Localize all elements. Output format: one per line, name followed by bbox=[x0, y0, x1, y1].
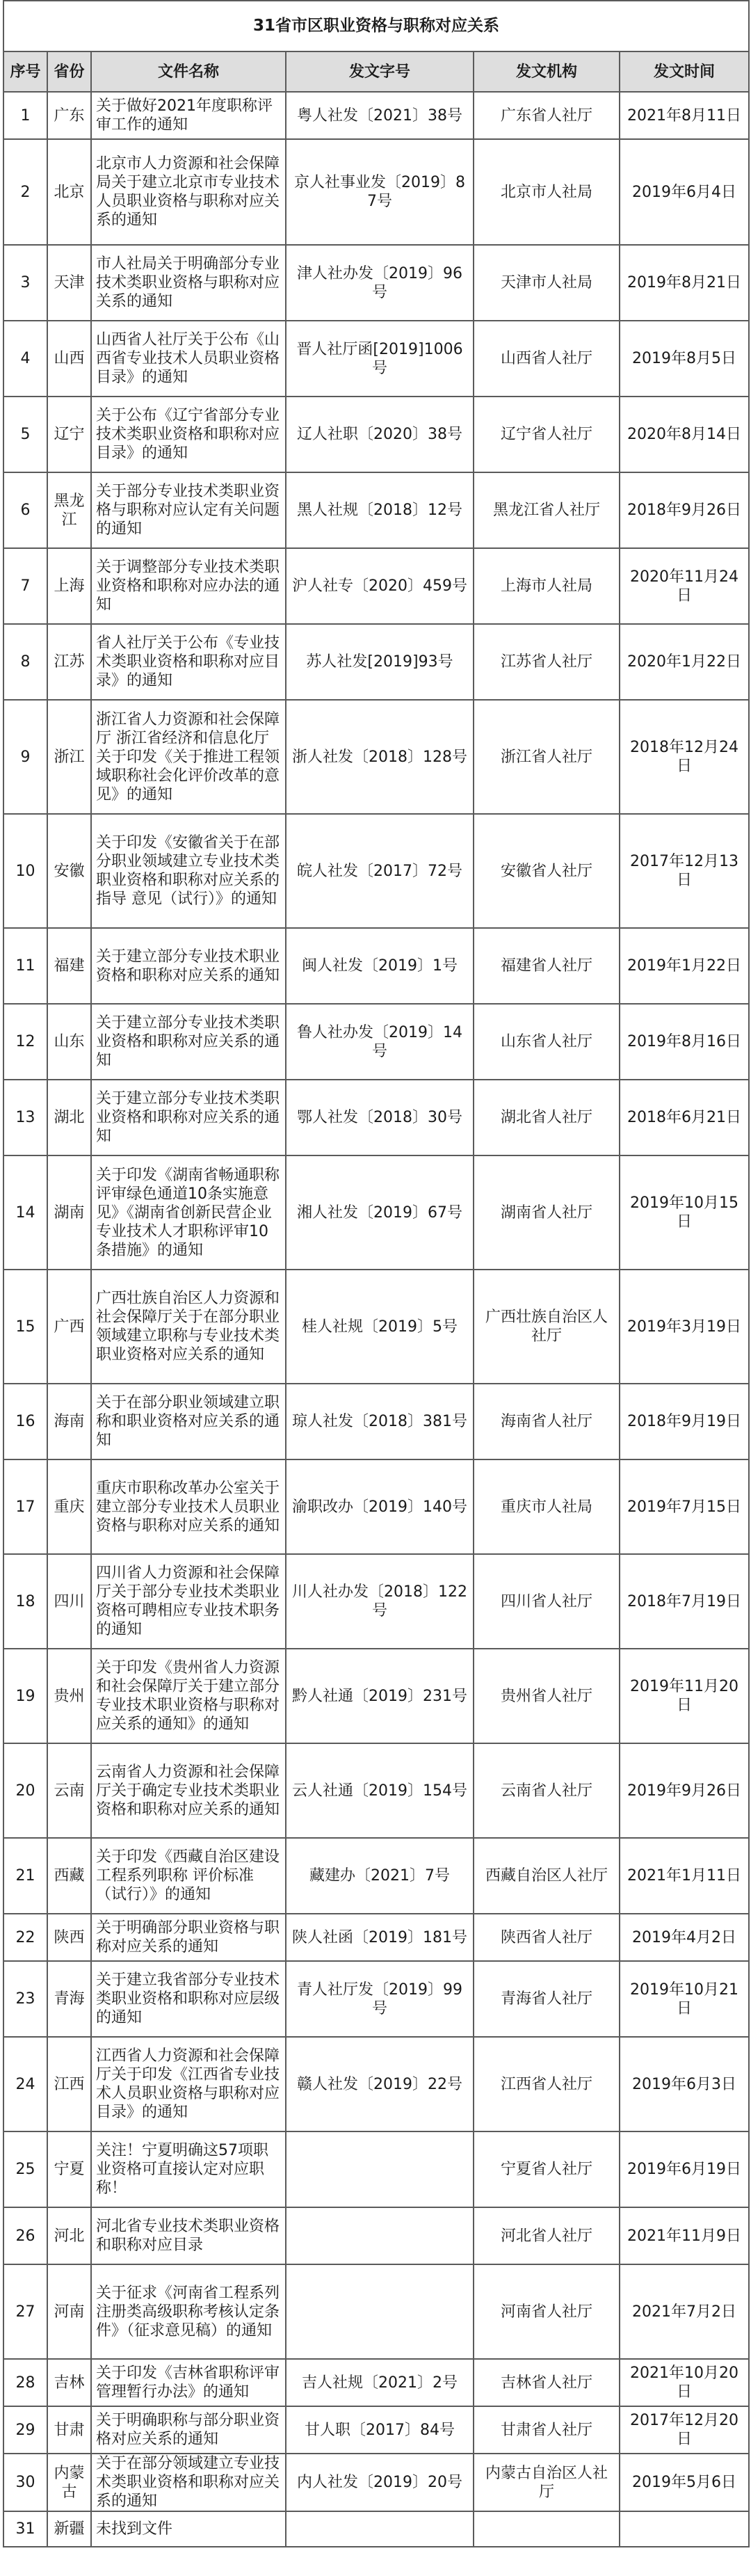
cell-doc-no: 鲁人社办发〔2019〕14号 bbox=[286, 1004, 474, 1080]
cell-no: 29 bbox=[3, 2406, 47, 2454]
table-row bbox=[3, 1649, 749, 1743]
cell-no: 28 bbox=[3, 2359, 47, 2406]
table-row bbox=[3, 2454, 749, 2511]
table-row bbox=[3, 1459, 749, 1554]
cell-org: 内蒙古自治区人社厅 bbox=[474, 2454, 620, 2511]
cell-name: 云南省人力资源和社会保障厅关于确定专业技术类职业资格和职称对应关系的通知 bbox=[91, 1743, 286, 1838]
cell-name: 关于印发《贵州省人力资源和社会保障厅关于建立部分专业技术职业资格与职称对应关系的通知》的通知 bbox=[91, 1649, 286, 1743]
table-row bbox=[3, 1961, 749, 2037]
cell-name: 河北省专业技术类职业资格和职称对应目录 bbox=[91, 2207, 286, 2264]
cell-date: 2019年6月4日 bbox=[620, 139, 749, 245]
cell-doc-no: 赣人社发〔2019〕22号 bbox=[286, 2037, 474, 2131]
cell-date: 2021年11月9日 bbox=[620, 2207, 749, 2264]
cell-name: 关于做好2021年度职称评审工作的通知 bbox=[91, 92, 286, 139]
cell-no: 22 bbox=[3, 1914, 47, 1961]
cell-no: 23 bbox=[3, 1961, 47, 2037]
cell-date: 2019年6月19日 bbox=[620, 2131, 749, 2207]
cell-name: 关于印发《西藏自治区建设工程系列职称 评价标准（试行）》的通知 bbox=[91, 1838, 286, 1914]
cell-name: 广西壮族自治区人力资源和社会保障厅关于在部分职业领域建立职称与专业技术类职业资格对应关系的通知 bbox=[91, 1270, 286, 1384]
cell-name: 重庆市职称改革办公室关于建立部分专业技术人员职业资格与职称对应关系的通知 bbox=[91, 1459, 286, 1554]
cell-doc-no: 藏建办〔2021〕7号 bbox=[286, 1838, 474, 1914]
cell-org: 重庆市人社局 bbox=[474, 1459, 620, 1554]
cell-doc-no: 桂人社规〔2019〕5号 bbox=[286, 1270, 474, 1384]
cell-province: 北京 bbox=[47, 139, 91, 245]
cell-no: 1 bbox=[3, 92, 47, 139]
cell-doc-no bbox=[286, 2131, 474, 2207]
table-row bbox=[3, 2207, 749, 2264]
cell-org: 上海市人社局 bbox=[474, 548, 620, 624]
cell-doc-no: 苏人社发[2019]93号 bbox=[286, 624, 474, 700]
cell-no: 11 bbox=[3, 928, 47, 1004]
cell-date: 2017年12月20日 bbox=[620, 2406, 749, 2454]
cell-org: 吉林省人社厅 bbox=[474, 2359, 620, 2406]
cell-name: 关于印发《湖南省畅通职称评审绿色通道10条实施意见》《湖南省创新民营企业专业技术人才职称评审10条措施》的通知 bbox=[91, 1155, 286, 1270]
header-doc-no: 发文字号 bbox=[286, 51, 474, 92]
cell-name: 未找到文件 bbox=[91, 2511, 286, 2547]
cell-org: 甘肃省人社厅 bbox=[474, 2406, 620, 2454]
cell-province: 贵州 bbox=[47, 1649, 91, 1743]
cell-no: 8 bbox=[3, 624, 47, 700]
table-row bbox=[3, 1384, 749, 1459]
cell-doc-no bbox=[286, 2264, 474, 2359]
cell-doc-no: 黔人社通〔2019〕231号 bbox=[286, 1649, 474, 1743]
cell-date: 2020年11月24日 bbox=[620, 548, 749, 624]
cell-date: 2018年9月26日 bbox=[620, 472, 749, 548]
cell-org: 北京市人社局 bbox=[474, 139, 620, 245]
cell-date: 2019年4月2日 bbox=[620, 1914, 749, 1961]
qualification-table bbox=[3, 0, 750, 2547]
cell-no: 2 bbox=[3, 139, 47, 245]
table-row bbox=[3, 2131, 749, 2207]
cell-no: 26 bbox=[3, 2207, 47, 2264]
cell-province: 内蒙古 bbox=[47, 2454, 91, 2511]
header-province: 省份 bbox=[47, 51, 91, 92]
cell-date: 2019年11月20日 bbox=[620, 1649, 749, 1743]
cell-org: 安徽省人社厅 bbox=[474, 814, 620, 928]
cell-date: 2021年8月11日 bbox=[620, 92, 749, 139]
cell-name: 关于印发《安徽省关于在部分职业领域建立专业技术类职业资格和职称对应关系的指导 意见（试行）》的通知 bbox=[91, 814, 286, 928]
cell-date: 2020年8月14日 bbox=[620, 397, 749, 472]
cell-province: 安徽 bbox=[47, 814, 91, 928]
cell-org: 黑龙江省人社厅 bbox=[474, 472, 620, 548]
cell-name: 关于调整部分专业技术类职业资格和职称对应办法的通知 bbox=[91, 548, 286, 624]
cell-org: 辽宁省人社厅 bbox=[474, 397, 620, 472]
cell-no: 31 bbox=[3, 2511, 47, 2547]
cell-province: 甘肃 bbox=[47, 2406, 91, 2454]
table-row bbox=[3, 2264, 749, 2359]
cell-no: 18 bbox=[3, 1554, 47, 1649]
cell-province: 上海 bbox=[47, 548, 91, 624]
cell-no: 25 bbox=[3, 2131, 47, 2207]
cell-org: 浙江省人社厅 bbox=[474, 700, 620, 814]
cell-name: 关于征求《河南省工程系列注册类高级职称考核认定条件》（征求意见稿）的通知 bbox=[91, 2264, 286, 2359]
cell-org: 云南省人社厅 bbox=[474, 1743, 620, 1838]
cell-no: 17 bbox=[3, 1459, 47, 1554]
table-row bbox=[3, 2359, 749, 2406]
cell-name: 市人社局关于明确部分专业技术类职业资格与职称对应关系的通知 bbox=[91, 245, 286, 321]
cell-province: 新疆 bbox=[47, 2511, 91, 2547]
cell-province: 浙江 bbox=[47, 700, 91, 814]
cell-no: 24 bbox=[3, 2037, 47, 2131]
cell-province: 江苏 bbox=[47, 624, 91, 700]
cell-org: 四川省人社厅 bbox=[474, 1554, 620, 1649]
cell-org: 河南省人社厅 bbox=[474, 2264, 620, 2359]
cell-org: 广东省人社厅 bbox=[474, 92, 620, 139]
cell-province: 山西 bbox=[47, 321, 91, 397]
cell-name: 关于公布《辽宁省部分专业技术类职业资格和职称对应目录》的通知 bbox=[91, 397, 286, 472]
cell-no: 3 bbox=[3, 245, 47, 321]
cell-org: 河北省人社厅 bbox=[474, 2207, 620, 2264]
cell-name: 山西省人社厅关于公布《山西省专业技术人员职业资格目录》的通知 bbox=[91, 321, 286, 397]
cell-org: 陕西省人社厅 bbox=[474, 1914, 620, 1961]
cell-province: 河南 bbox=[47, 2264, 91, 2359]
table-row bbox=[3, 1743, 749, 1838]
cell-doc-no: 京人社事业发〔2019〕87号 bbox=[286, 139, 474, 245]
cell-org: 青海省人社厅 bbox=[474, 1961, 620, 2037]
cell-org: 海南省人社厅 bbox=[474, 1384, 620, 1459]
cell-date: 2018年9月19日 bbox=[620, 1384, 749, 1459]
cell-date: 2019年3月19日 bbox=[620, 1270, 749, 1384]
cell-no: 30 bbox=[3, 2454, 47, 2511]
cell-no: 10 bbox=[3, 814, 47, 928]
cell-province: 天津 bbox=[47, 245, 91, 321]
cell-province: 吉林 bbox=[47, 2359, 91, 2406]
cell-date: 2019年10月21日 bbox=[620, 1961, 749, 2037]
cell-name: 关于明确部分职业资格与职称对应关系的通知 bbox=[91, 1914, 286, 1961]
cell-no: 12 bbox=[3, 1004, 47, 1080]
header-name: 文件名称 bbox=[91, 51, 286, 92]
cell-name: 关于建立部分专业技术类职业资格和职称对应关系的通知 bbox=[91, 1004, 286, 1080]
cell-province: 重庆 bbox=[47, 1459, 91, 1554]
table-row bbox=[3, 321, 749, 397]
cell-doc-no: 川人社办发〔2018〕122号 bbox=[286, 1554, 474, 1649]
table-row bbox=[3, 472, 749, 548]
cell-org: 湖北省人社厅 bbox=[474, 1080, 620, 1155]
cell-doc-no: 云人社通〔2019〕154号 bbox=[286, 1743, 474, 1838]
cell-name: 关于建立部分专业技术职业资格和职称对应关系的通知 bbox=[91, 928, 286, 1004]
table-row bbox=[3, 1838, 749, 1914]
cell-org: 福建省人社厅 bbox=[474, 928, 620, 1004]
cell-no: 14 bbox=[3, 1155, 47, 1270]
cell-name: 关于在部分职业领域建立职称和职业资格对应关系的通知 bbox=[91, 1384, 286, 1459]
cell-no: 13 bbox=[3, 1080, 47, 1155]
table-row bbox=[3, 397, 749, 472]
table-row bbox=[3, 245, 749, 321]
cell-org: 广西壮族自治区人社厅 bbox=[474, 1270, 620, 1384]
cell-doc-no: 皖人社发〔2017〕72号 bbox=[286, 814, 474, 928]
cell-date: 2018年6月21日 bbox=[620, 1080, 749, 1155]
cell-date: 2019年9月26日 bbox=[620, 1743, 749, 1838]
cell-province: 广西 bbox=[47, 1270, 91, 1384]
cell-province: 黑龙江 bbox=[47, 472, 91, 548]
cell-province: 福建 bbox=[47, 928, 91, 1004]
header-no: 序号 bbox=[3, 51, 47, 92]
table-row bbox=[3, 624, 749, 700]
cell-doc-no bbox=[286, 2511, 474, 2547]
cell-doc-no: 闽人社发〔2019〕1号 bbox=[286, 928, 474, 1004]
cell-date bbox=[620, 2511, 749, 2547]
cell-province: 云南 bbox=[47, 1743, 91, 1838]
cell-province: 广东 bbox=[47, 92, 91, 139]
cell-no: 9 bbox=[3, 700, 47, 814]
cell-doc-no: 内人社发〔2019〕20号 bbox=[286, 2454, 474, 2511]
cell-date: 2021年10月20日 bbox=[620, 2359, 749, 2406]
cell-province: 江西 bbox=[47, 2037, 91, 2131]
cell-name: 关于建立部分专业技术类职业资格和职称对应关系的通知 bbox=[91, 1080, 286, 1155]
cell-province: 山东 bbox=[47, 1004, 91, 1080]
header-org: 发文机构 bbox=[474, 51, 620, 92]
table-row bbox=[3, 1914, 749, 1961]
table-row bbox=[3, 548, 749, 624]
cell-name: 关于建立我省部分专业技术类职业资格和职称对应层级的通知 bbox=[91, 1961, 286, 2037]
cell-province: 湖南 bbox=[47, 1155, 91, 1270]
cell-no: 21 bbox=[3, 1838, 47, 1914]
cell-doc-no: 琼人社发〔2018〕381号 bbox=[286, 1384, 474, 1459]
table-row bbox=[3, 1004, 749, 1080]
cell-org: 天津市人社局 bbox=[474, 245, 620, 321]
cell-name: 省人社厅关于公布《专业技术类职业资格和职称对应目录》的通知 bbox=[91, 624, 286, 700]
table-row bbox=[3, 1080, 749, 1155]
cell-org: 山东省人社厅 bbox=[474, 1004, 620, 1080]
cell-doc-no: 陕人社函〔2019〕181号 bbox=[286, 1914, 474, 1961]
header-date: 发文时间 bbox=[620, 51, 749, 92]
cell-doc-no: 吉人社规〔2021〕2号 bbox=[286, 2359, 474, 2406]
cell-org: 宁夏省人社厅 bbox=[474, 2131, 620, 2207]
cell-doc-no: 津人社办发〔2019〕96号 bbox=[286, 245, 474, 321]
table-body bbox=[3, 92, 749, 2547]
cell-org bbox=[474, 2511, 620, 2547]
cell-province: 西藏 bbox=[47, 1838, 91, 1914]
cell-name: 四川省人力资源和社会保障厅关于部分专业技术类职业资格可聘相应专业技术职务的通知 bbox=[91, 1554, 286, 1649]
cell-province: 青海 bbox=[47, 1961, 91, 2037]
cell-doc-no: 湘人社发〔2019〕67号 bbox=[286, 1155, 474, 1270]
cell-date: 2018年7月19日 bbox=[620, 1554, 749, 1649]
cell-date: 2021年7月2日 bbox=[620, 2264, 749, 2359]
table-row bbox=[3, 1554, 749, 1649]
cell-date: 2017年12月13日 bbox=[620, 814, 749, 928]
cell-name: 关于明确职称与部分职业资格对应关系的通知 bbox=[91, 2406, 286, 2454]
cell-no: 16 bbox=[3, 1384, 47, 1459]
cell-province: 湖北 bbox=[47, 1080, 91, 1155]
cell-date: 2020年1月22日 bbox=[620, 624, 749, 700]
cell-date: 2019年8月16日 bbox=[620, 1004, 749, 1080]
cell-doc-no: 沪人社专〔2020〕459号 bbox=[286, 548, 474, 624]
cell-province: 四川 bbox=[47, 1554, 91, 1649]
cell-date: 2019年6月3日 bbox=[620, 2037, 749, 2131]
table-title: 31省市区职业资格与职称对应关系 bbox=[3, 1, 749, 51]
cell-date: 2019年10月15日 bbox=[620, 1155, 749, 1270]
cell-no: 27 bbox=[3, 2264, 47, 2359]
cell-date: 2019年8月5日 bbox=[620, 321, 749, 397]
cell-doc-no: 渝职改办〔2019〕140号 bbox=[286, 1459, 474, 1554]
table-row bbox=[3, 928, 749, 1004]
cell-doc-no: 浙人社发〔2018〕128号 bbox=[286, 700, 474, 814]
cell-province: 辽宁 bbox=[47, 397, 91, 472]
cell-name: 关于印发《吉林省职称评审管理暂行办法》的通知 bbox=[91, 2359, 286, 2406]
table-row bbox=[3, 2406, 749, 2454]
cell-name: 北京市人力资源和社会保障局关于建立北京市专业技术人员职业资格与职称对应关系的通知 bbox=[91, 139, 286, 245]
cell-name: 关于在部分领域建立专业技术类职业资格和职称对应关系的通知 bbox=[91, 2454, 286, 2511]
cell-org: 江苏省人社厅 bbox=[474, 624, 620, 700]
table-row bbox=[3, 139, 749, 245]
cell-no: 5 bbox=[3, 397, 47, 472]
table-row bbox=[3, 700, 749, 814]
cell-name: 关注！宁夏明确这57项职业资格可直接认定对应职称！ bbox=[91, 2131, 286, 2207]
cell-org: 江西省人社厅 bbox=[474, 2037, 620, 2131]
cell-doc-no: 鄂人社发〔2018〕30号 bbox=[286, 1080, 474, 1155]
table-row bbox=[3, 1155, 749, 1270]
cell-org: 湖南省人社厅 bbox=[474, 1155, 620, 1270]
table-row bbox=[3, 2037, 749, 2131]
cell-province: 河北 bbox=[47, 2207, 91, 2264]
cell-doc-no bbox=[286, 2207, 474, 2264]
cell-date: 2019年1月22日 bbox=[620, 928, 749, 1004]
cell-name: 浙江省人力资源和社会保障厅 浙江省经济和信息化厅 关于印发《关于推进工程领域职称社会化评价改革的意见》的通知 bbox=[91, 700, 286, 814]
cell-doc-no: 黑人社规〔2018〕12号 bbox=[286, 472, 474, 548]
cell-doc-no: 晋人社厅函[2019]1006号 bbox=[286, 321, 474, 397]
cell-province: 宁夏 bbox=[47, 2131, 91, 2207]
cell-no: 4 bbox=[3, 321, 47, 397]
cell-org: 山西省人社厅 bbox=[474, 321, 620, 397]
cell-org: 西藏自治区人社厅 bbox=[474, 1838, 620, 1914]
cell-doc-no: 青人社厅发〔2019〕99号 bbox=[286, 1961, 474, 2037]
cell-org: 贵州省人社厅 bbox=[474, 1649, 620, 1743]
cell-province: 海南 bbox=[47, 1384, 91, 1459]
title-row bbox=[3, 1, 749, 51]
cell-no: 19 bbox=[3, 1649, 47, 1743]
cell-doc-no: 甘人职〔2017〕84号 bbox=[286, 2406, 474, 2454]
cell-no: 20 bbox=[3, 1743, 47, 1838]
cell-date: 2019年7月15日 bbox=[620, 1459, 749, 1554]
table-row bbox=[3, 92, 749, 139]
cell-no: 6 bbox=[3, 472, 47, 548]
cell-no: 7 bbox=[3, 548, 47, 624]
table-row bbox=[3, 2511, 749, 2547]
cell-doc-no: 粤人社发〔2021〕38号 bbox=[286, 92, 474, 139]
header-row bbox=[3, 51, 749, 92]
cell-date: 2021年1月11日 bbox=[620, 1838, 749, 1914]
table-row bbox=[3, 1270, 749, 1384]
table-row bbox=[3, 814, 749, 928]
cell-province: 陕西 bbox=[47, 1914, 91, 1961]
cell-name: 关于部分专业技术类职业资格与职称对应认定有关问题的通知 bbox=[91, 472, 286, 548]
cell-doc-no: 辽人社职〔2020〕38号 bbox=[286, 397, 474, 472]
cell-name: 江西省人力资源和社会保障厅关于印发《江西省专业技术人员职业资格与职称对应目录》的通知 bbox=[91, 2037, 286, 2131]
cell-date: 2018年12月24日 bbox=[620, 700, 749, 814]
cell-no: 15 bbox=[3, 1270, 47, 1384]
cell-date: 2019年8月21日 bbox=[620, 245, 749, 321]
cell-date: 2019年5月6日 bbox=[620, 2454, 749, 2511]
